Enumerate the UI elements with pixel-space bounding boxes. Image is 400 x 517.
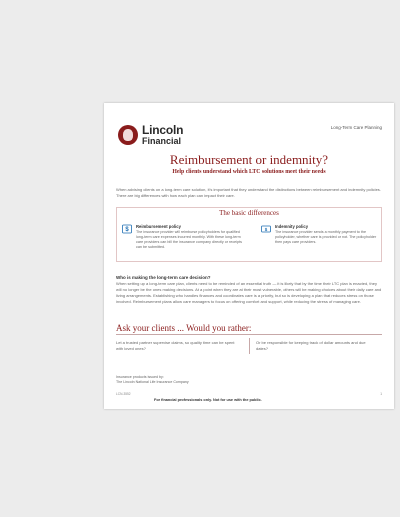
reimbursement-title: Reimbursement policy bbox=[136, 224, 181, 229]
reimbursement-policy bbox=[122, 224, 242, 250]
ask-option-right: Or be responsible for keeping track of dollar amounts and due dates? bbox=[256, 340, 366, 351]
svg-text:$: $ bbox=[264, 226, 268, 232]
document-page bbox=[104, 103, 394, 409]
brand-subname: Financial bbox=[142, 136, 182, 146]
decision-paragraph: When setting up a long-term care plan, clients need to be reminded of an essential truth — it is likely that by the time their LTC plan is enacted, they will no longer be the ones making decisions. At a point when they are at their most vulnerable, others will be making choices about their daily care and living arrangements. Establishing who handles finances and coordinates care is a priority, but so is developing a plan that reduces stress on those involved. Reimbursement plans allow care managers to focus on offering comfort and support, while reducing the stress of managing care. bbox=[116, 281, 382, 304]
ask-clients-title: Ask your clients ... Would you rather: bbox=[116, 323, 252, 333]
lincoln-seal-icon bbox=[118, 125, 138, 145]
indemnity-text: The insurance provider sends a monthly payment to the policyholder, whether care is provided or not. The policyholder then pays care providers. bbox=[275, 230, 377, 244]
page-subtitle: Help clients understand which LTC solutions meet their needs bbox=[172, 169, 326, 175]
document-category: Long-Term Care Planning bbox=[330, 125, 382, 130]
brand-name: Lincoln bbox=[142, 123, 184, 137]
footer-disclaimer: For financial professionals only. Not for use with the public. bbox=[154, 398, 262, 402]
intro-paragraph: When advising clients on a long-term care solution, it's important that they understand the distinctions between reimbursement and indemnity policies. There are big differences with how each plan can impact their care. bbox=[116, 187, 381, 198]
indemnity-policy bbox=[261, 224, 377, 245]
page-number: 1 bbox=[380, 392, 382, 396]
document-code: LCN-3552 bbox=[116, 392, 131, 396]
cash-payment-icon bbox=[261, 224, 271, 234]
money-document-icon bbox=[122, 224, 132, 234]
ask-divider bbox=[116, 334, 382, 335]
insurance-issuer-label: Insurance products issued by: bbox=[116, 375, 164, 379]
indemnity-title: Indemnity policy bbox=[275, 224, 309, 229]
insurance-issuer-name: The Lincoln National Life Insurance Company bbox=[116, 380, 189, 384]
ask-column-divider bbox=[249, 338, 250, 354]
basic-differences-title: The basic differences bbox=[219, 209, 279, 217]
brand-logo bbox=[118, 124, 183, 146]
page-title: Reimbursement or indemnity? bbox=[169, 152, 329, 167]
reimbursement-text: The insurance provider will reimburse policyholders for qualified long-term care expenses incurred monthly. With these long-term care providers can bill the insurance company directly or receipts can be submitted. bbox=[136, 230, 242, 249]
svg-text:$: $ bbox=[125, 227, 129, 234]
ask-option-left: Let a trusted partner supervise claims, so quality time can be spent with loved ones? bbox=[116, 340, 235, 351]
decision-heading: Who is making the long-term care decision? bbox=[116, 275, 211, 280]
